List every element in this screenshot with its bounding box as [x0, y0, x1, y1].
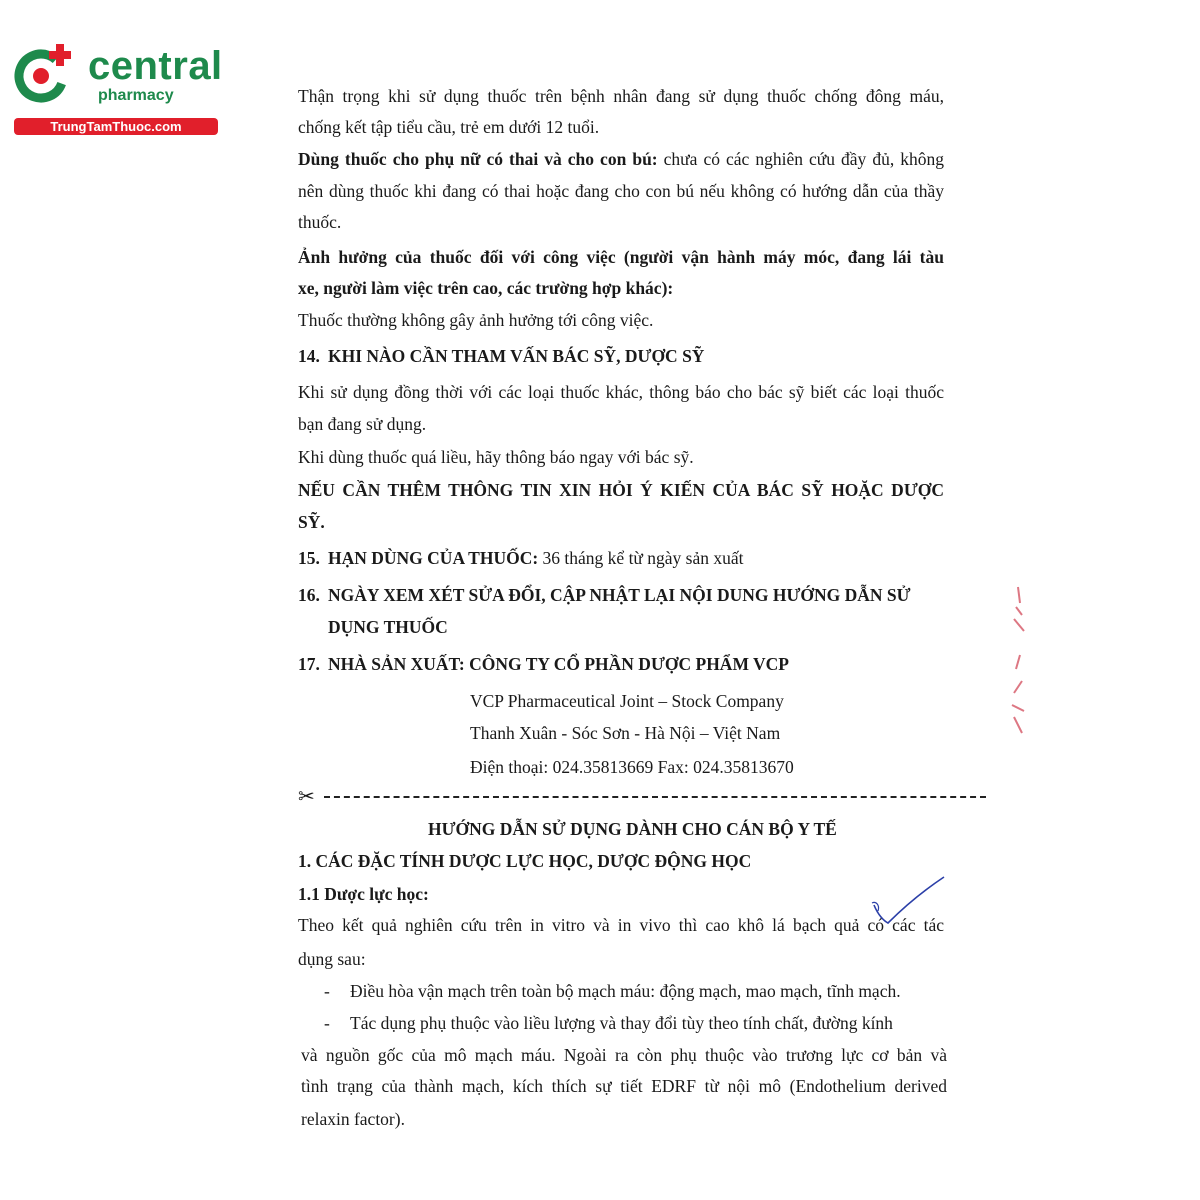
manufacturer-name: VCP Pharmaceutical Joint – Stock Company	[470, 691, 784, 711]
body-line: dụng sau:	[298, 949, 366, 969]
body-line: chống kết tập tiểu cầu, trẻ em dưới 12 tuổi.	[298, 117, 600, 137]
dashed-divider	[324, 796, 986, 798]
bullet-dash: -	[324, 1013, 330, 1033]
pharmacy-cross-logo-icon	[10, 38, 80, 108]
body-line: nên dùng thuốc khi đang có thai hoặc đang cho con bú nếu không có hướng dẫn của thầy	[298, 181, 944, 201]
driving-heading-line: xe, người làm việc trên cao, các trường hợp khác):	[298, 278, 674, 298]
pharmacodynamics-heading: 1.1 Dược lực học:	[298, 884, 429, 904]
body-line: Theo kết quả nghiên cứu trên in vitro và in vivo thì cao khô lá bạch quả có các tác	[298, 915, 944, 935]
section-16-heading: 16. NGÀY XEM XÉT SỬA ĐỔI, CẬP NHẬT LẠI NỘI DUNG HƯỚNG DẪN SỬ	[298, 585, 911, 605]
body-line: Thuốc thường không gây ảnh hưởng tới công việc.	[298, 310, 654, 330]
pregnancy-label: Dùng thuốc cho phụ nữ có thai và cho con bú:	[298, 149, 658, 169]
central-pharmacy-logo	[10, 38, 223, 138]
section-14-heading: 14. KHI NÀO CẦN THAM VẤN BÁC SỸ, DƯỢC SỸ	[298, 346, 705, 366]
section-17-heading: 17. NHÀ SẢN XUẤT: CÔNG TY CỔ PHẦN DƯỢC PHẨM VCP	[298, 654, 789, 674]
body-line: bạn đang sử dụng.	[298, 414, 427, 434]
section-15-heading: 15. HẠN DÙNG CỦA THUỐC: 36 tháng kể từ ngày sản xuất	[298, 548, 744, 568]
bullet-item: - Tác dụng phụ thuộc vào liều lượng và thay đổi tùy theo tính chất, đường kính	[324, 1013, 893, 1033]
manufacturer-address: Thanh Xuân - Sóc Sơn - Hà Nội – Việt Nam	[470, 723, 781, 743]
caps-notice-line: NẾU CẦN THÊM THÔNG TIN XIN HỎI Ý KIẾN CỦA BÁC SỸ HOẶC DƯỢC	[298, 480, 944, 500]
manufacturer-contact: Điện thoại: 024.35813669 Fax: 024.35813670	[470, 757, 794, 777]
section-16-heading-cont: DỤNG THUỐC	[328, 617, 448, 637]
body-line: Khi sử dụng đồng thời với các loại thuốc khác, thông báo cho bác sỹ biết các loại thuốc	[298, 382, 944, 402]
pregnancy-paragraph-line: Dùng thuốc cho phụ nữ có thai và cho con bú: chưa có các nghiên cứu đầy đủ, không	[298, 149, 944, 169]
professional-section-heading: HƯỚNG DẪN SỬ DỤNG DÀNH CHO CÁN BỘ Y TẾ	[428, 819, 837, 839]
bullet-item: - Điều hòa vận mạch trên toàn bộ mạch máu: động mạch, mao mạch, tĩnh mạch.	[324, 981, 901, 1001]
body-line: relaxin factor).	[301, 1109, 405, 1129]
bullet-dash: -	[324, 981, 330, 1001]
body-line: tình trạng của thành mạch, kích thích sự tiết EDRF từ nội mô (Endothelium derived	[301, 1076, 947, 1096]
pharmacology-heading: 1. CÁC ĐẶC TÍNH DƯỢC LỰC HỌC, DƯỢC ĐỘNG HỌC	[298, 851, 752, 871]
driving-heading-line: Ảnh hưởng của thuốc đối với công việc (người vận hành máy móc, đang lái tàu	[298, 247, 944, 267]
body-line: và nguồn gốc của mô mạch máu. Ngoài ra còn phụ thuộc vào trương lực cơ bản và	[301, 1045, 947, 1065]
scissors-icon: ✂	[298, 786, 315, 808]
logo-url-banner: TrungTamThuoc.com	[14, 118, 218, 135]
cut-line	[298, 786, 988, 808]
logo-subtitle: pharmacy	[98, 87, 174, 104]
body-line: Khi dùng thuốc quá liều, hãy thông báo ngay với bác sỹ.	[298, 447, 694, 467]
shelf-life-value: 36 tháng kể từ ngày sản xuất	[538, 548, 744, 568]
caps-notice-line: SỸ.	[298, 512, 325, 532]
body-line: thuốc.	[298, 212, 342, 232]
body-line: Thận trọng khi sử dụng thuốc trên bệnh nhân đang sử dụng thuốc chống đông máu,	[298, 86, 944, 106]
handwritten-check-mark	[868, 875, 948, 935]
logo-wordmark: central	[88, 44, 223, 88]
margin-stamp-marks	[1004, 585, 1028, 735]
